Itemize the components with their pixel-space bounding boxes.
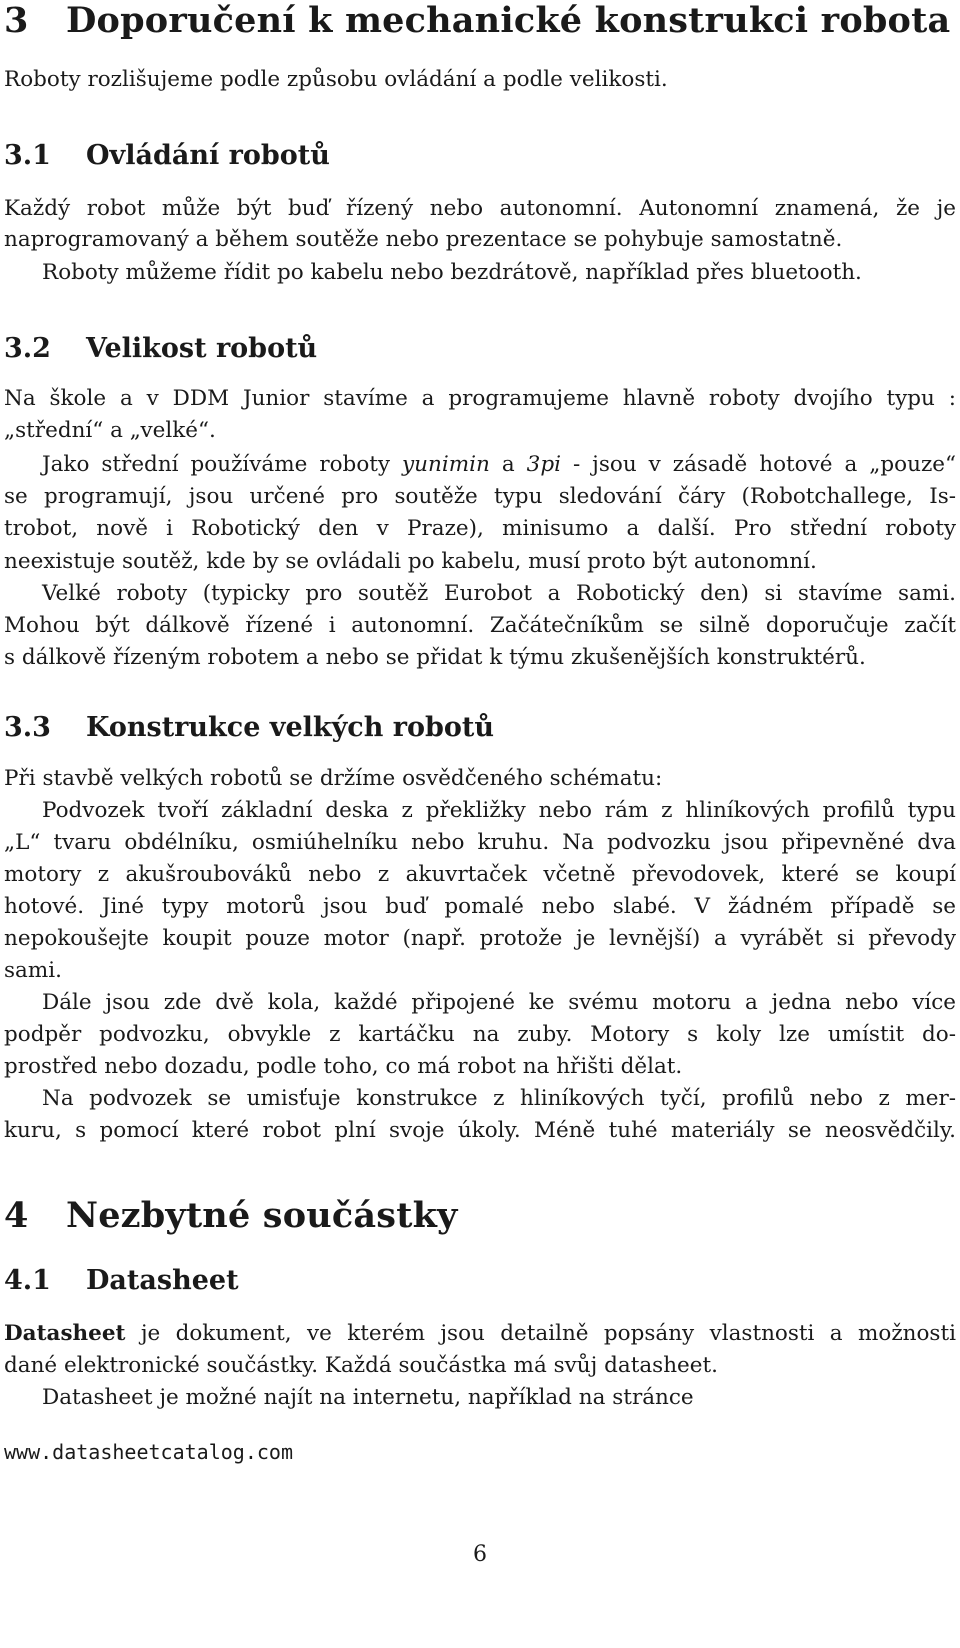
paragraph-line: podpěr podvozku, obvykle z kartáčku na zuby. Motory s koly lze umístit do-	[4, 1022, 956, 1047]
section-heading-3	[4, 0, 950, 41]
paragraph-line: kuru, s pomocí které robot plní svoje úkoly. Méně tuhé materiály se neosvědčily.	[4, 1118, 956, 1143]
text-run: je dokument, ve kterém jsou detailně popsány vlastnosti a možnosti	[125, 1321, 956, 1346]
subsection-title: Datasheet	[86, 1265, 239, 1296]
paragraph-line: Datasheet je možné najít na internetu, například na stránce	[42, 1385, 694, 1410]
section-title: Doporučení k mechanické konstrukci robota	[66, 0, 951, 41]
paragraph-line: hotové. Jiné typy motorů jsou buď pomalé nebo slabé. V žádném případě se	[4, 894, 956, 919]
subsection-heading-3-1	[4, 140, 330, 171]
paragraph-line: se programují, jsou určené pro soutěže typu sledování čáry (Robotchallege, Is-	[4, 484, 956, 509]
paragraph-line: Dále jsou zde dvě kola, každé připojené ke svému motoru a jedna nebo více	[42, 990, 956, 1015]
subsection-heading-4-1	[4, 1265, 239, 1296]
subsection-number: 3.2	[4, 333, 51, 364]
page-number: 6	[473, 1542, 487, 1567]
paragraph-line: s dálkově řízeným robotem a nebo se přidat k týmu zkušenějších konstruktérů.	[4, 645, 866, 670]
subsection-number: 3.3	[4, 712, 51, 743]
paragraph-line: motory z akušroubováků nebo z akuvrtaček včetně převodovek, které se koupí	[4, 862, 956, 887]
paragraph-line: Každý robot může být buď řízený nebo autonomní. Autonomní znamená, že je	[4, 196, 956, 221]
paragraph-line: „L“ tvaru obdélníku, osmiúhelníku nebo kruhu. Na podvozku jsou připevněné dva	[4, 830, 956, 855]
paragraph-line	[42, 449, 956, 480]
paragraph-line	[4, 1318, 956, 1349]
section-intro: Roboty rozlišujeme podle způsobu ovládání a podle velikosti.	[4, 67, 668, 92]
subsection-number: 4.1	[4, 1265, 51, 1296]
paragraph-line: trobot, nově i Robotický den v Praze), minisumo a další. Pro střední roboty	[4, 516, 956, 541]
subsection-title: Velikost robotů	[86, 333, 318, 364]
subsection-heading-3-3	[4, 712, 494, 743]
paragraph-line: „střední“ a „velké“.	[4, 418, 216, 443]
paragraph-line: Roboty můžeme řídit po kabelu nebo bezdrátově, například přes bluetooth.	[42, 260, 862, 285]
paragraph-line: Mohou být dálkově řízené i autonomní. Začátečníkům se silně doporučuje začít	[4, 613, 956, 638]
italic-term: 3pi	[526, 452, 561, 477]
paragraph-line: nepokoušejte koupit pouze motor (např. protože je levnější) a vyrábět si převody	[4, 926, 956, 951]
section-heading-4	[4, 1195, 458, 1236]
paragraph-line: dané elektronické součástky. Každá součástka má svůj datasheet.	[4, 1353, 718, 1378]
url-link[interactable]: www.datasheetcatalog.com	[4, 1440, 293, 1464]
subsection-heading-3-2	[4, 333, 317, 364]
paragraph-line: Na podvozek se umisťuje konstrukce z hliníkových tyčí, profilů nebo z mer-	[42, 1086, 956, 1111]
paragraph-line: Podvozek tvoří základní deska z překližky nebo rám z hliníkových profilů typu	[42, 798, 956, 823]
section-number: 3	[4, 0, 29, 41]
subsection-title: Konstrukce velkých robotů	[86, 712, 494, 743]
section-number: 4	[4, 1195, 29, 1236]
subsection-title: Ovládání robotů	[86, 140, 330, 171]
paragraph-line: Velké roboty (typicky pro soutěž Eurobot a Robotický den) si stavíme sami.	[42, 581, 956, 606]
text-run: a	[489, 452, 527, 477]
text-run: - jsou v zásadě hotové a „pouze“	[560, 452, 956, 477]
section-title: Nezbytné součástky	[66, 1195, 458, 1236]
bold-term: Datasheet	[4, 1321, 126, 1346]
paragraph-line: Při stavbě velkých robotů se držíme osvědčeného schématu:	[4, 766, 663, 791]
paragraph-line: Na škole a v DDM Junior stavíme a programujeme hlavně roboty dvojího typu :	[4, 386, 956, 411]
paragraph-line: sami.	[4, 958, 62, 983]
paragraph-line: prostřed nebo dozadu, podle toho, co má robot na hřišti dělat.	[4, 1054, 683, 1079]
subsection-number: 3.1	[4, 140, 51, 171]
paragraph-line: naprogramovaný a během soutěže nebo prezentace se pohybuje samostatně.	[4, 227, 843, 252]
text-run: Jako střední používáme roboty	[42, 452, 403, 477]
italic-term: yunimin	[402, 452, 490, 477]
paragraph-line: neexistuje soutěž, kde by se ovládali po kabelu, musí proto být autonomní.	[4, 549, 817, 574]
